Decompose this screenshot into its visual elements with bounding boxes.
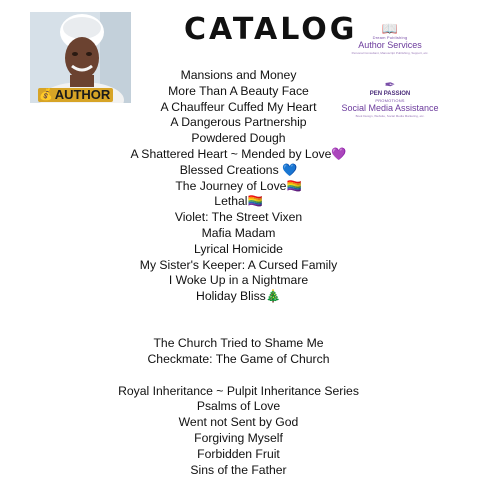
church-book-list xyxy=(0,336,477,368)
book-title: The Church Tried to Shame Me xyxy=(153,335,324,350)
book-title: Royal Inheritance ~ Pulpit Inheritance Series xyxy=(118,383,359,398)
book-title: Psalms of Love xyxy=(196,399,281,414)
book-title: Went not Sent by God xyxy=(178,415,299,430)
book-title: Holiday Bliss🎄 xyxy=(196,289,281,304)
book-title: Violet: The Street Vixen xyxy=(174,210,303,225)
book-title: Mafia Madam xyxy=(201,225,276,240)
book-title: My Sister's Keeper: A Cursed Family xyxy=(139,257,338,272)
social-media-tagline: Book Design, Website, Social Media Marketing, etc. xyxy=(355,114,425,118)
book-title: Mansions and Money xyxy=(180,68,297,82)
series-book-list xyxy=(0,384,477,479)
book-title: Sins of the Father xyxy=(190,462,287,477)
money-bag-icon: 💰 xyxy=(39,89,53,101)
book-title: Blessed Creations 💙 xyxy=(179,162,298,177)
pen-passion-small: PROMOTIONS xyxy=(375,98,405,103)
book-title: Powdered Dough xyxy=(191,131,286,146)
page-title: CATALOG xyxy=(184,12,358,47)
book-catalog xyxy=(0,68,477,478)
book-logo-icon: 📖 xyxy=(381,21,399,36)
book-title: More Than A Beauty Face xyxy=(168,83,309,98)
book-title: A Shattered Heart ~ Mended by Love💜 xyxy=(130,146,347,161)
publishing-logo-text: Dream Publishing xyxy=(372,35,408,40)
book-title: I Woke Up in a Nightmare xyxy=(168,273,309,288)
author-services-tagline: Personal Consultant, Manuscript Publishing, Support, etc. xyxy=(351,51,429,55)
book-title: Forgiving Myself xyxy=(194,430,283,445)
book-title: A Dangerous Partnership xyxy=(170,115,307,130)
publishing-brand xyxy=(350,22,430,55)
book-title: Lyrical Homicide xyxy=(194,241,283,256)
book-list xyxy=(0,68,477,305)
pen-logo-icon: ✒ xyxy=(384,77,396,92)
author-badge-label: AUTHOR xyxy=(54,87,111,102)
author-services-label: Author Services xyxy=(358,40,422,50)
book-title: Forbidden Fruit xyxy=(197,446,280,461)
book-title: A Chauffeur Cuffed My Heart xyxy=(160,99,317,114)
book-title: The Journey of Love🏳️‍🌈 xyxy=(175,178,302,193)
book-title: Checkmate: The Game of Church xyxy=(147,351,330,366)
book-title: Lethal🏳️‍🌈 xyxy=(214,194,263,209)
social-media-label: Social Media Assistance xyxy=(341,103,439,113)
pen-passion-name: PEN PASSION xyxy=(369,91,411,97)
